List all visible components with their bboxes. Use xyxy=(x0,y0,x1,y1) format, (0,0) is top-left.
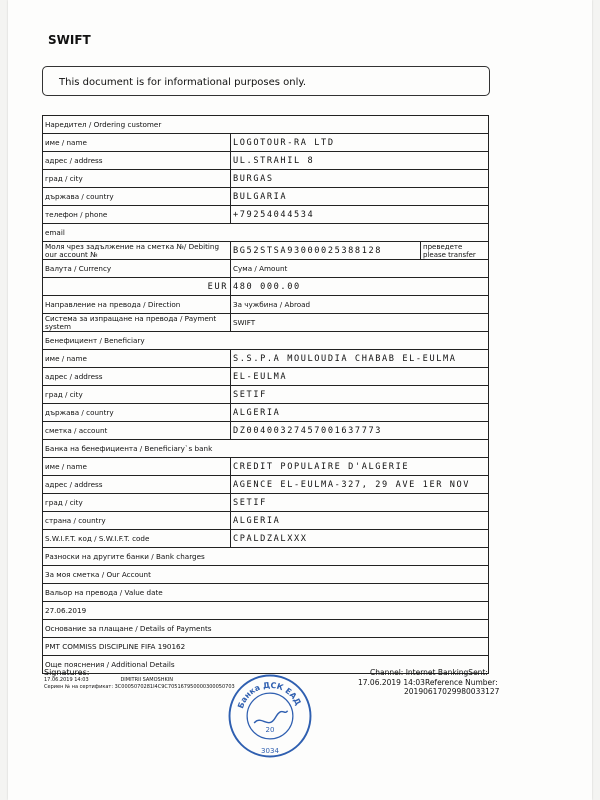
signature-datetime: 17.06.2019 14:03 xyxy=(44,677,89,683)
value-ben-city: SETIF xyxy=(231,386,489,404)
label-currency: Валута / Currency xyxy=(43,260,231,278)
section-beneficiary: Бенефициент / Beneficiary xyxy=(43,332,489,350)
label-please-transfer: преведете please transfer xyxy=(421,242,489,260)
label-ben-account: сметка / account xyxy=(43,422,231,440)
value-address: UL.STRAHIL 8 xyxy=(231,152,489,170)
value-country: BULGARIA xyxy=(231,188,489,206)
value-ben-name: S.S.P.A MOULOUDIA CHABAB EL-EULMA xyxy=(231,350,489,368)
value-payment-details: PMT COMMISS DISCIPLINE FIFA 190162 xyxy=(43,638,489,656)
label-ben-name: име / name xyxy=(43,350,231,368)
label-city: град / city xyxy=(43,170,231,188)
signatures-block xyxy=(44,668,235,691)
value-bank-name: CREDIT POPULAIRE D'ALGERIE xyxy=(231,458,489,476)
reference-number: 20190617029980033127 xyxy=(404,687,500,696)
section-ordering-customer: Наредител / Ordering customer xyxy=(43,116,489,134)
payment-form-table xyxy=(42,115,489,674)
label-amount: Сума / Amount xyxy=(231,260,489,278)
section-beneficiary-bank: Банка на бенефициента / Beneficiary`s bank xyxy=(43,440,489,458)
label-debit-account: Моля чрез задължение на сметка №/ Debiting our account № xyxy=(43,242,231,260)
stamp-bottom-text: 3034 xyxy=(261,745,279,755)
value-bank-country: ALGERIA xyxy=(231,512,489,530)
value-name: LOGOTOUR-RA LTD xyxy=(231,134,489,152)
signature-scribble xyxy=(254,711,287,723)
value-our-account: За моя сметка / Our Account xyxy=(43,566,489,584)
channel-text: Channel: Internet BankingSent: xyxy=(370,668,488,677)
value-amount: 480 000.00 xyxy=(231,278,489,296)
label-bank-swift: S.W.I.F.T. код / S.W.I.F.T. code xyxy=(43,530,231,548)
label-name: име / name xyxy=(43,134,231,152)
signatures-label: Signatures: xyxy=(44,668,90,677)
info-notice-box xyxy=(42,66,490,96)
label-address: адрес / address xyxy=(43,152,231,170)
stamp-mid-text: 20 xyxy=(265,724,275,734)
value-bank-address: AGENCE EL-EULMA-327, 29 AVE 1ER NOV xyxy=(231,476,489,494)
value-phone: +79254044534 xyxy=(231,206,489,224)
label-bank-country: страна / country xyxy=(43,512,231,530)
label-value-date: Вальор на превода / Value date xyxy=(43,584,489,602)
value-bank-swift: CPALDZALXXX xyxy=(231,530,489,548)
label-bank-charges: Разноски на другите банки / Bank charges xyxy=(43,548,489,566)
label-ben-address: адрес / address xyxy=(43,368,231,386)
stamp-arc-text: Банка ДСК ЕАД xyxy=(236,680,303,710)
label-country: държава / country xyxy=(43,188,231,206)
document-page xyxy=(8,0,592,800)
value-city: BURGAS xyxy=(231,170,489,188)
label-bank-name: име / name xyxy=(43,458,231,476)
label-ben-city: град / city xyxy=(43,386,231,404)
value-bank-city: SETIF xyxy=(231,494,489,512)
value-direction: За чужбина / Abroad xyxy=(231,296,489,314)
label-phone: телефон / phone xyxy=(43,206,231,224)
value-ben-address: EL-EULMA xyxy=(231,368,489,386)
label-bank-address: адрес / address xyxy=(43,476,231,494)
value-currency: EUR xyxy=(43,278,231,296)
label-additional-details: Още пояснения / Additional Details xyxy=(43,656,489,674)
label-ben-country: държава / country xyxy=(43,404,231,422)
value-ben-country: ALGERIA xyxy=(231,404,489,422)
value-debit-account: BG52STSA93000025388128 xyxy=(231,242,421,260)
value-ben-account: DZ00400327457001637773 xyxy=(231,422,489,440)
label-payment-system: Система за изпращане на превода / Payment system xyxy=(43,314,231,332)
value-payment-system: SWIFT xyxy=(231,314,489,332)
value-value-date: 27.06.2019 xyxy=(43,602,489,620)
sent-text: 17.06.2019 14:03Reference Number: xyxy=(358,677,498,687)
label-bank-city: град / city xyxy=(43,494,231,512)
info-notice-text: This document is for informational purposes only. xyxy=(59,77,307,88)
signatory-name: DIMITRII SAMOSHKIN xyxy=(120,677,173,683)
label-email: email xyxy=(43,224,489,242)
document-title: SWIFT xyxy=(48,33,91,47)
label-direction: Направление на превода / Direction xyxy=(43,296,231,314)
channel-block xyxy=(358,668,499,697)
label-payment-details: Основание за плащане / Details of Payments xyxy=(43,620,489,638)
certificate-serial: Сериен № на сертификат: 3C0005070281I4C9C705167950000300050703 xyxy=(44,684,235,690)
bank-stamp xyxy=(226,672,314,760)
